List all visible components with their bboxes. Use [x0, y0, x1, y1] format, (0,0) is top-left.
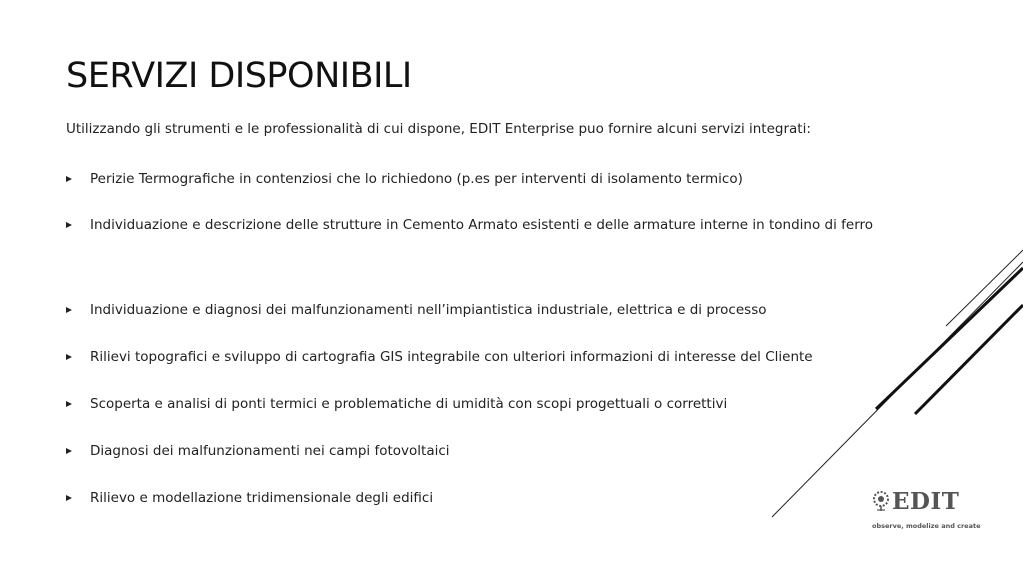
gear-flower-icon [872, 490, 890, 512]
list-item-text: Individuazione e diagnosi dei malfunzionamenti nell’impiantistica industriale, elettrica e di processo [90, 302, 767, 318]
list-item-text: Rilievo e modellazione tridimensionale degli edifici [90, 490, 434, 506]
intro-text: Utilizzando gli strumenti e le professionalità di cui dispone, EDIT Enterprise puo fornire alcuni servizi integrati: [66, 121, 811, 137]
list-item-text: Diagnosi dei malfunzionamenti nei campi fotovoltaici [90, 443, 450, 459]
diagonal-line-thick [876, 268, 1023, 409]
edit-logo [870, 488, 980, 534]
list-item-text: Individuazione e descrizione delle strutture in Cemento Armato esistenti e delle armature interne in tondino di ferro [90, 217, 874, 233]
logo-tagline: observe, modelize and create [872, 522, 981, 530]
list-item-text: Perizie Termografiche in contenziosi che lo richiedono (p.es per interventi di isolamento termico) [90, 171, 743, 187]
list-item-text: Rilievi topografici e sviluppo di cartografia GIS integrabile con ulteriori informazioni di interesse del Cliente [90, 349, 813, 365]
logo-wordmark: EDIT [892, 488, 960, 515]
list-item-text: Scoperta e analisi di ponti termici e problematiche di umidità con scopi progettuali o correttivi [90, 396, 728, 412]
slide-title: SERVIZI DISPONIBILI [66, 56, 412, 96]
